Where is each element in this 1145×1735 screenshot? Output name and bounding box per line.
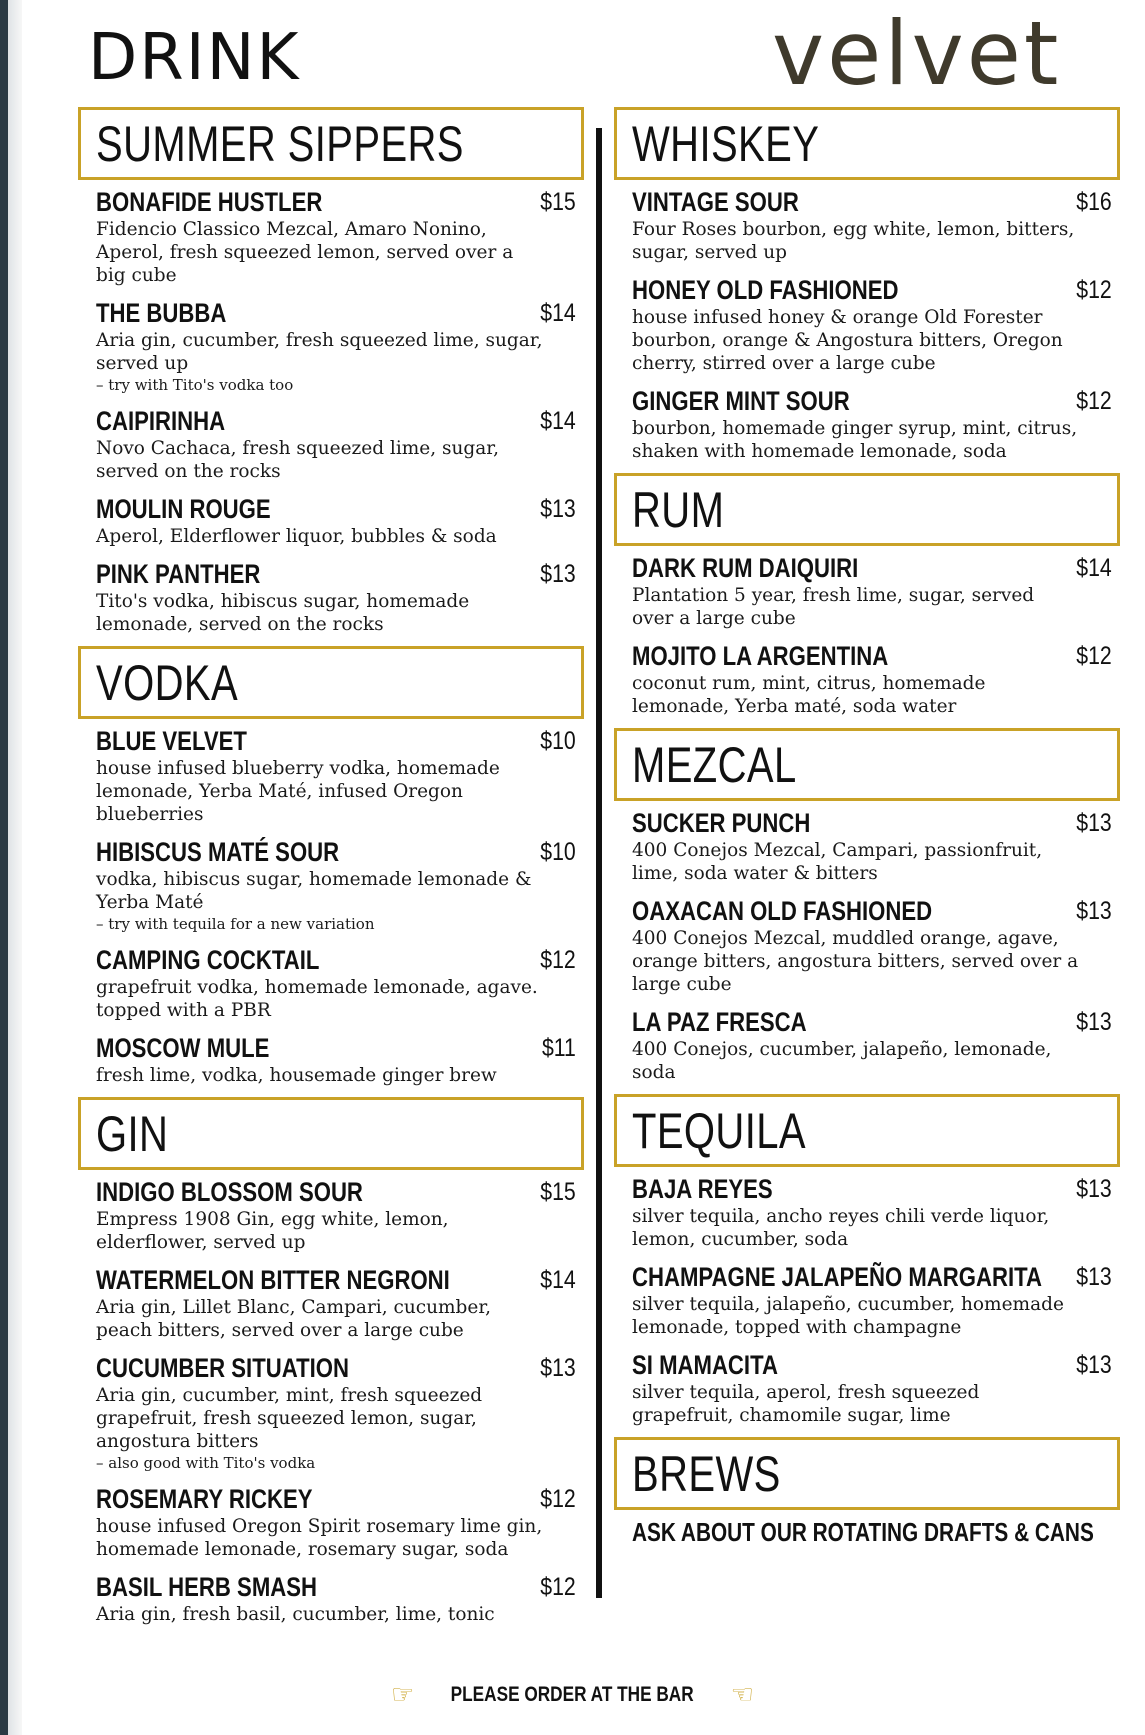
drink-price: $13: [1076, 809, 1112, 837]
drink-description: Empress 1908 Gin, egg white, lemon, elderflower, served up: [96, 1209, 449, 1253]
drink-price: $12: [540, 1485, 576, 1513]
menu-items: [614, 1167, 1120, 1427]
menu-item: [96, 1032, 584, 1087]
drink-name: OAXACAN OLD FASHIONED: [632, 896, 933, 926]
drink-description: coconut rum, mint, citrus, homemade lemonade, Yerba maté, soda water: [632, 673, 986, 717]
drink-price: $12: [1076, 642, 1112, 670]
menu-item: [96, 1176, 584, 1254]
drink-price: $16: [1076, 188, 1112, 216]
section-title: VODKA: [96, 654, 239, 711]
section-title: TEQUILA: [632, 1102, 806, 1159]
velvet-logo: velvet: [772, 2, 1062, 105]
section-gin: [78, 1097, 584, 1626]
section-header: [614, 1094, 1120, 1167]
section-header: [78, 1097, 584, 1170]
drink-name: INDIGO BLOSSOM SOUR: [96, 1177, 363, 1207]
drink-price: $13: [1076, 1008, 1112, 1036]
section-header: [614, 473, 1120, 546]
menu-item: [632, 274, 1120, 375]
drink-description: house infused Oregon Spirit rosemary lime gin, homemade lemonade, rosemary sugar, soda: [96, 1516, 543, 1560]
menu-item: [96, 1483, 584, 1561]
column-divider: [596, 128, 602, 1598]
section-tequila: [614, 1094, 1120, 1427]
drink-description: 400 Conejos Mezcal, muddled orange, agave, orange bitters, angostura bitters, served over a large cube: [632, 928, 1079, 995]
drink-description: Plantation 5 year, fresh lime, sugar, served over a large cube: [632, 585, 1035, 629]
drink-description: silver tequila, ancho reyes chili verde liquor, lemon, cucumber, soda: [632, 1206, 1050, 1250]
drink-note: – also good with Tito's vodka: [96, 1454, 316, 1472]
drink-price: $14: [540, 299, 576, 327]
drink-price: $10: [540, 727, 576, 755]
menu-items: [614, 180, 1120, 463]
section-summer-sippers: [78, 107, 584, 636]
menu-item: [632, 640, 1120, 718]
section-title: WHISKEY: [632, 115, 820, 172]
menu-item: [96, 1571, 584, 1626]
drink-description: Aria gin, fresh basil, cucumber, lime, tonic: [96, 1604, 495, 1625]
pointing-hand-left-icon: ☜: [730, 1680, 754, 1710]
pointing-hand-right-icon: ☞: [391, 1680, 415, 1710]
drink-description: silver tequila, aperol, fresh squeezed grapefruit, chamomile sugar, lime: [632, 1382, 980, 1426]
menu-item: [632, 385, 1120, 463]
drink-name: CAIPIRINHA: [96, 406, 226, 436]
drink-note: – try with Tito's vodka too: [96, 376, 294, 394]
page-title: DRINK: [88, 21, 301, 95]
drink-price: $12: [540, 946, 576, 974]
drink-name: DARK RUM DAIQUIRI: [632, 553, 859, 583]
drink-name: CHAMPAGNE JALAPEÑO MARGARITA: [632, 1262, 1043, 1292]
right-column: [614, 107, 1120, 1548]
drink-name: CAMPING COCKTAIL: [96, 945, 320, 975]
drink-description: Aria gin, cucumber, mint, fresh squeezed grapefruit, fresh squeezed lemon, sugar, angostura bitters: [96, 1385, 483, 1452]
section-header: [614, 728, 1120, 801]
menu-item: [96, 297, 584, 395]
drink-name: BASIL HERB SMASH: [96, 1572, 318, 1602]
menu-item: [96, 186, 584, 287]
drink-description: silver tequila, jalapeño, cucumber, homemade lemonade, topped with champagne: [632, 1294, 1064, 1338]
section-title: RUM: [632, 481, 725, 538]
drink-price: $13: [540, 560, 576, 588]
drink-name: BLUE VELVET: [96, 726, 247, 756]
menu-item: [632, 552, 1120, 630]
drink-price: $13: [540, 1354, 576, 1382]
menu-item: [632, 1006, 1120, 1084]
menu-item: [96, 405, 584, 483]
menu-items: [614, 801, 1120, 1084]
drink-description: Aria gin, cucumber, fresh squeezed lime, sugar, served up: [96, 330, 543, 374]
drink-name: SUCKER PUNCH: [632, 808, 811, 838]
footer-text: PLEASE ORDER AT THE BAR: [450, 1683, 694, 1706]
drink-price: $14: [1076, 554, 1112, 582]
page-edge: [0, 0, 8, 1735]
menu-items: [78, 1170, 584, 1626]
drink-description: Fidencio Classico Mezcal, Amaro Nonino, Aperol, fresh squeezed lemon, served over a big cube: [96, 219, 514, 286]
section-title: BREWS: [632, 1445, 781, 1502]
drink-name: MOJITO LA ARGENTINA: [632, 641, 889, 671]
drink-description: Aria gin, Lillet Blanc, Campari, cucumber, peach bitters, served over a large cube: [96, 1297, 492, 1341]
menu-item: [96, 944, 584, 1022]
drink-price: $12: [1076, 387, 1112, 415]
drink-note: – try with tequila for a new variation: [96, 915, 375, 933]
drink-price: $12: [540, 1573, 576, 1601]
drink-name: WATERMELON BITTER NEGRONI: [96, 1265, 450, 1295]
drink-description: house infused blueberry vodka, homemade lemonade, Yerba Maté, infused Oregon blueberries: [96, 758, 500, 825]
drink-name: MOULIN ROUGE: [96, 494, 271, 524]
drink-price: $13: [1076, 897, 1112, 925]
drink-description: Aperol, Elderflower liquor, bubbles & soda: [96, 526, 497, 547]
drink-price: $15: [540, 1178, 576, 1206]
drink-name: GINGER MINT SOUR: [632, 386, 850, 416]
menu-item: [96, 1352, 584, 1473]
section-header: [78, 107, 584, 180]
drink-price: $13: [1076, 1263, 1112, 1291]
drink-price: $13: [540, 495, 576, 523]
section-rum: [614, 473, 1120, 718]
section-header: [614, 107, 1120, 180]
section-header: [614, 1437, 1120, 1510]
menu-items: [614, 546, 1120, 718]
menu-item: [96, 1264, 584, 1342]
menu-item: [96, 493, 584, 548]
section-vodka: [78, 646, 584, 1087]
drink-name: ROSEMARY RICKEY: [96, 1484, 313, 1514]
drink-price: $11: [542, 1034, 576, 1062]
menu-item: [96, 558, 584, 636]
drink-description: Four Roses bourbon, egg white, lemon, bitters, sugar, served up: [632, 219, 1075, 263]
section-title: SUMMER SIPPERS: [96, 115, 464, 172]
menu-item: [632, 1349, 1120, 1427]
drink-description: house infused honey & orange Old Forester bourbon, orange & Angostura bitters, Oregon cherry, stirred over a large cube: [632, 307, 1063, 374]
drink-price: $14: [540, 407, 576, 435]
menu-item: [96, 836, 584, 934]
drink-name: BONAFIDE HUSTLER: [96, 187, 323, 217]
menu-item: [632, 1261, 1120, 1339]
menu-items: [78, 719, 584, 1087]
section-note: ASK ABOUT OUR ROTATING DRAFTS & CANS: [632, 1517, 1094, 1547]
drink-price: $10: [540, 838, 576, 866]
drink-name: PINK PANTHER: [96, 559, 261, 589]
drink-name: THE BUBBA: [96, 298, 227, 328]
drink-name: HIBISCUS MATÉ SOUR: [96, 837, 340, 867]
section-header: [78, 646, 584, 719]
menu-items: [78, 180, 584, 636]
drink-description: grapefruit vodka, homemade lemonade, agave. topped with a PBR: [96, 977, 538, 1021]
footer: [0, 1682, 1145, 1708]
drink-name: MOSCOW MULE: [96, 1033, 270, 1063]
drink-description: Tito's vodka, hibiscus sugar, homemade lemonade, served on the rocks: [96, 591, 470, 635]
section-mezcal: [614, 728, 1120, 1084]
menu-items: [614, 1510, 1120, 1548]
menu-item: [632, 807, 1120, 885]
menu-item: [632, 895, 1120, 996]
drink-name: LA PAZ FRESCA: [632, 1007, 807, 1037]
drink-name: CUCUMBER SITUATION: [96, 1353, 349, 1383]
section-brews: [614, 1437, 1120, 1548]
drink-price: $13: [1076, 1351, 1112, 1379]
drink-description: Novo Cachaca, fresh squeezed lime, sugar, served on the rocks: [96, 438, 499, 482]
left-column: [78, 107, 584, 1636]
menu-item: [96, 725, 584, 826]
drink-name: HONEY OLD FASHIONED: [632, 275, 899, 305]
drink-price: $12: [1076, 276, 1112, 304]
menu-item: [632, 1173, 1120, 1251]
drink-description: vodka, hibiscus sugar, homemade lemonade & Yerba Maté: [96, 869, 532, 913]
section-title: GIN: [96, 1105, 169, 1162]
drink-description: 400 Conejos, cucumber, jalapeño, lemonade, soda: [632, 1039, 1052, 1083]
drink-price: $14: [540, 1266, 576, 1294]
page-edge-shadow: [8, 0, 22, 1735]
drink-price: $15: [540, 188, 576, 216]
drink-description: 400 Conejos Mezcal, Campari, passionfruit, lime, soda water & bitters: [632, 840, 1043, 884]
drink-price: $13: [1076, 1175, 1112, 1203]
drink-description: bourbon, homemade ginger syrup, mint, citrus, shaken with homemade lemonade, soda: [632, 418, 1078, 462]
drink-description: fresh lime, vodka, housemade ginger brew: [96, 1065, 497, 1086]
menu-item: [632, 186, 1120, 264]
drink-name: SI MAMACITA: [632, 1350, 778, 1380]
drink-name: BAJA REYES: [632, 1174, 773, 1204]
section-whiskey: [614, 107, 1120, 463]
section-title: MEZCAL: [632, 736, 797, 793]
drink-name: VINTAGE SOUR: [632, 187, 799, 217]
